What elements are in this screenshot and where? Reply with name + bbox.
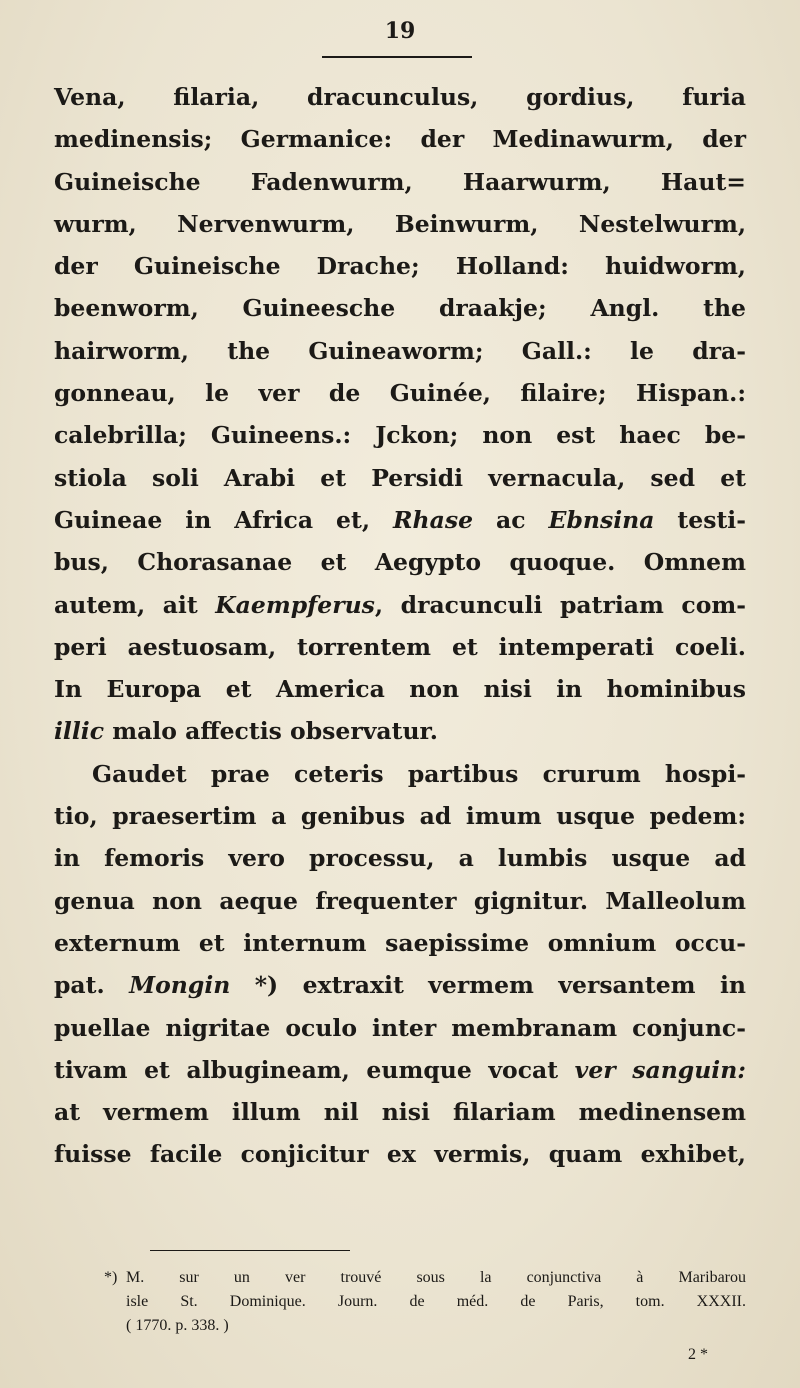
text-line: wurm, Nervenwurm, Beinwurm, Nestelwurm,	[54, 209, 746, 238]
text-line: Gaudet prae ceteris partibus crurum hospi-	[92, 759, 746, 788]
text-line: Guineische Fadenwurm, Haarwurm, Haut=	[54, 167, 746, 196]
text-line: medinensis; Germanice: der Medinawurm, der	[54, 125, 746, 154]
main-text	[54, 76, 746, 1176]
text-line: tio, praesertim a genibus ad imum usque pedem:	[54, 802, 746, 831]
text-line: bus, Chorasanae et Aegypto quoque. Omnem	[54, 548, 746, 577]
text-line: stiola soli Arabi et Persidi vernacula, sed et	[54, 463, 746, 492]
text-line: gonneau, le ver de Guinée, filaire; Hispan.:	[54, 379, 746, 408]
text-line: beenworm, Guineesche draakje; Angl. the	[54, 294, 746, 323]
text-line: at vermem illum nil nisi filariam medinensem	[54, 1098, 746, 1127]
text-line: autem, ait Kaempferus, dracunculi patriam com-	[54, 590, 746, 619]
text-line: In Europa et America non nisi in hominibus	[54, 675, 746, 704]
text-line: illic malo affectis observatur.	[54, 717, 438, 746]
text-line: externum et internum saepissime omnium occu-	[54, 928, 746, 957]
text-line: calebrilla; Guineens.: Jckon; non est haec be-	[54, 421, 746, 450]
footnote-rule	[150, 1250, 350, 1251]
italic-name: illic	[54, 717, 105, 746]
text-line: peri aestuosam, torrentem et intemperati coeli.	[54, 632, 746, 661]
footnote-line: M. sur un ver trouvé sous la conjunctiva à Maribarou	[126, 1269, 746, 1286]
text-line: hairworm, the Guineaworm; Gall.: le dra-	[54, 336, 746, 365]
footnote-line: ( 1770. p. 338. )	[126, 1317, 229, 1334]
text-line: tivam et albugineam, eumque vocat ver sanguin:	[54, 1055, 746, 1084]
footnote-marker: *)	[104, 1269, 118, 1286]
italic-name: Kaempferus	[215, 590, 375, 619]
signature-mark: 2 *	[688, 1346, 708, 1363]
text-line: in femoris vero processu, a lumbis usque ad	[54, 844, 746, 873]
header-rule	[322, 56, 472, 58]
italic-name: Rhase	[393, 505, 474, 534]
text-line: pat. Mongin *) extraxit vermem versantem in	[54, 971, 746, 1000]
footnote	[104, 1266, 746, 1338]
italic-name: ver sanguin:	[574, 1055, 746, 1084]
page-number: 19	[384, 18, 416, 44]
text-line: Vena, filaria, dracunculus, gordius, furia	[54, 83, 746, 111]
italic-name: Mongin	[129, 971, 231, 1000]
italic-name: Ebnsina	[548, 505, 655, 534]
text-line: puellae nigritae oculo inter membranam conjunc-	[54, 1013, 746, 1042]
text-line: fuisse facile conjicitur ex vermis, quam exhibet,	[54, 1140, 746, 1169]
text-line: Guineae in Africa et, Rhase ac Ebnsina testi-	[54, 505, 746, 534]
text-line: der Guineische Drache; Holland: huidworm,	[54, 252, 746, 281]
footnote-line: isle St. Dominique. Journ. de méd. de Paris, tom. XXXII.	[126, 1293, 746, 1310]
text-line: genua non aeque frequenter gignitur. Malleolum	[54, 886, 746, 915]
